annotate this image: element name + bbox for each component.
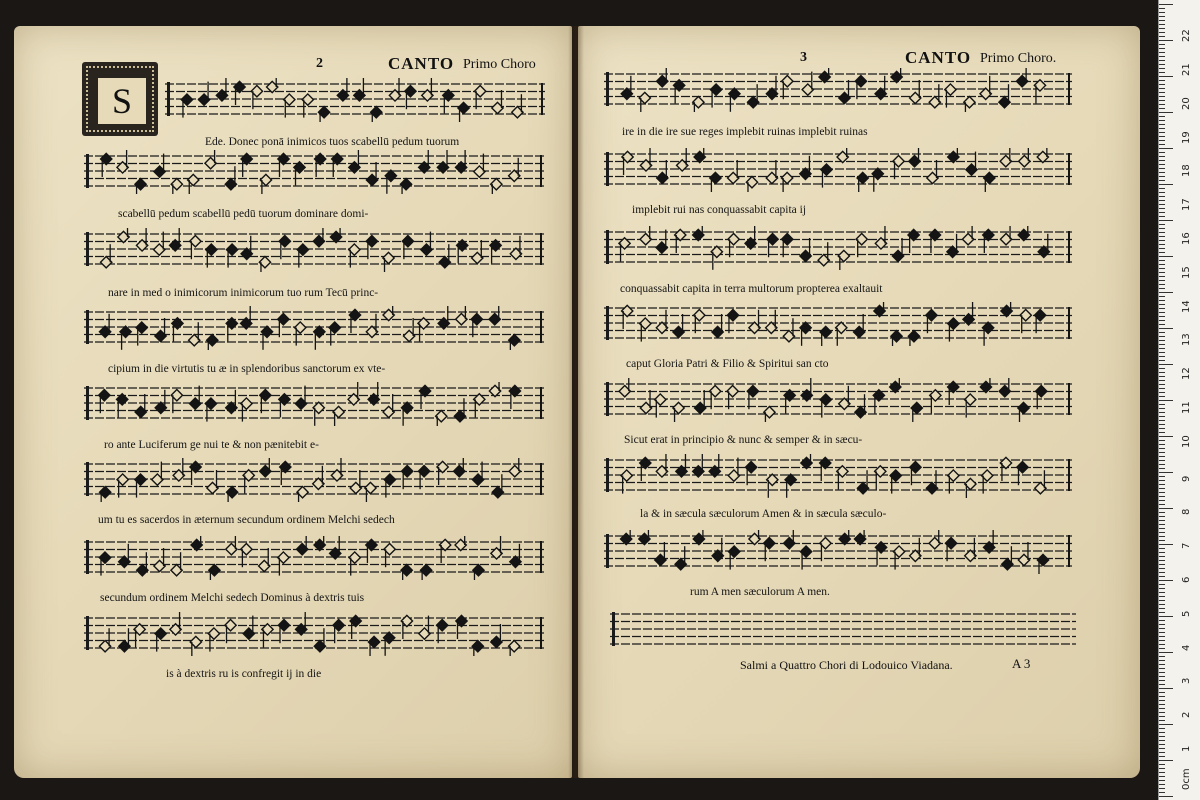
ruler-tick [1159,556,1165,557]
ruler-tick [1159,476,1165,477]
ruler-tick [1159,740,1165,741]
ruler-tick [1159,344,1165,345]
ruler-tick [1159,580,1173,581]
ruler-tick [1159,516,1165,517]
ruler-tick [1159,452,1165,453]
clef-mark [86,386,89,420]
ruler-tick [1159,168,1165,169]
ruler-tick [1159,712,1165,713]
ruler-tick [1159,388,1165,389]
ruler-tick [1159,360,1165,361]
clef-mark [86,540,89,574]
ruler-tick [1159,456,1165,457]
ruler-tick [1159,356,1165,357]
ruler-tick [1159,208,1165,209]
ruler-tick [1159,308,1165,309]
right-page-number: 3 [800,50,807,65]
ruler-tick [1159,220,1173,221]
bar-line [540,233,542,265]
ruler-number: 13 [1181,333,1192,347]
decorated-initial [82,62,158,136]
ruler-tick [1159,652,1173,653]
left-lyric-line-1: Ede. Donec ponā inimicos tuos scabellū pedum tuorum [205,136,460,148]
ruler-tick [1159,592,1165,593]
ruler-tick [1159,340,1165,341]
ruler-tick [1159,736,1165,737]
ruler-tick [1159,756,1165,757]
clef-mark [606,230,609,264]
ruler-tick [1159,576,1165,577]
right-lyric-line-5: Sicut erat in principio & nunc & semper & in sæcu- [624,434,863,446]
ruler-tick [1159,584,1165,585]
right-lyric-line-1: ire in die ire sue reges implebit ruinas implebit ruinas [622,126,868,138]
music-staff [604,148,1072,192]
ruler-tick [1159,448,1165,449]
ruler-tick [1159,488,1165,489]
music-staff [84,150,544,194]
left-lyric-line-4: cipium in die virtutis tu æ in splendoribus sanctorum ex vte- [108,363,386,375]
ruler-tick [1159,552,1165,553]
ruler-tick [1159,520,1165,521]
ruler-tick [1159,284,1165,285]
ruler-tick [1159,696,1165,697]
ruler-tick [1159,60,1165,61]
ruler-tick [1159,188,1165,189]
ruler-tick [1159,200,1165,201]
bar-line [1068,153,1070,185]
ruler-tick [1159,616,1173,617]
clef-mark [86,616,89,650]
ruler-tick [1159,224,1165,225]
ruler-tick [1159,20,1165,21]
ruler-tick [1159,128,1165,129]
ruler-tick [1159,328,1173,329]
ruler-tick [1159,572,1165,573]
ruler-tick [1159,648,1165,649]
ruler-tick [1159,76,1173,77]
ruler-number: 20 [1181,97,1192,110]
ruler-tick [1159,600,1165,601]
ruler-tick [1159,92,1165,93]
ruler-number: 9 [1181,475,1192,482]
music-staff [604,378,1072,422]
music-staff [165,78,545,122]
ruler-tick [1159,640,1165,641]
ruler-tick [1159,500,1165,501]
ruler-tick [1159,676,1165,677]
bar-line [1068,231,1070,263]
ruler-tick [1159,628,1165,629]
music-staff [604,454,1072,498]
ruler-tick [1159,264,1165,265]
right-header-choir: Primo Choro. [980,51,1057,66]
ruler-tick [1159,320,1165,321]
left-lyric-line-6: um tu es sacerdos in æternum secundum ordinem Melchi sedech [98,514,395,526]
ruler-number: 2 [1181,711,1192,719]
bar-line [541,83,543,115]
ruler-tick [1159,672,1165,673]
ruler-tick [1159,384,1165,385]
ruler-number: 1 [1181,745,1192,752]
ruler-tick [1159,104,1165,105]
clef-mark [612,612,615,646]
bar-line [1068,73,1070,105]
ruler-tick [1159,48,1165,49]
bar-line [540,617,542,649]
ruler-tick [1159,604,1165,605]
ruler-tick [1159,232,1165,233]
ruler-tick [1159,132,1165,133]
ruler-tick [1159,536,1165,537]
ruler-tick [1159,56,1165,57]
ruler-tick [1159,268,1165,269]
right-lyric-line-6: la & in sæcula sæculorum Amen & in sæcula sæculo- [640,508,887,520]
bar-line [1068,307,1070,339]
ruler-tick [1159,72,1165,73]
ruler-tick [1159,400,1173,401]
bar-line [1068,383,1070,415]
ruler-tick [1159,152,1165,153]
music-staff [84,306,544,350]
ruler-tick [1159,568,1165,569]
ruler-tick [1159,544,1173,545]
ruler-tick [1159,248,1165,249]
ruler-tick [1159,144,1165,145]
ruler-tick [1159,612,1165,613]
ruler-tick [1159,276,1165,277]
ruler-tick [1159,724,1173,725]
ruler-unit: 0cm [1181,768,1192,790]
right-lyric-line-4: caput Gloria Patri & Filio & Spiritui san cto [626,358,829,370]
ruler-tick [1159,236,1165,237]
ruler-tick [1159,160,1165,161]
ruler-tick [1159,656,1165,657]
ruler-tick [1159,316,1165,317]
ruler-tick [1159,80,1165,81]
ruler-tick [1159,424,1165,425]
clef-mark [606,534,609,568]
clef-mark [606,306,609,340]
ruler-number: 6 [1181,576,1192,583]
ruler-tick [1159,768,1165,769]
ruler-tick [1159,668,1165,669]
ruler-tick [1159,728,1165,729]
music-staff [604,530,1072,574]
right-lyric-line-3: conquassabit capita in terra multorum propterea exaltauit [620,283,883,295]
bar-line [540,387,542,419]
ruler-tick [1159,784,1165,785]
initial-letter: S [96,76,148,126]
measuring-ruler [1158,0,1200,800]
ruler-tick [1159,212,1165,213]
ruler-tick [1159,608,1165,609]
ruler-tick [1159,560,1165,561]
ruler-tick [1159,564,1165,565]
ruler-tick [1159,416,1165,417]
music-staff [84,536,544,580]
ruler-tick [1159,88,1165,89]
ruler-tick [1159,484,1165,485]
ruler-tick [1159,164,1165,165]
ruler-tick [1159,120,1165,121]
ruler-tick [1159,460,1165,461]
ruler-number: 4 [1181,644,1192,651]
ruler-tick [1159,772,1165,773]
ruler-tick [1159,280,1165,281]
ruler-tick [1159,28,1165,29]
ruler-tick [1159,240,1165,241]
ruler-tick [1159,184,1173,185]
ruler-tick [1159,468,1165,469]
music-staff [84,228,544,272]
bar-line [540,155,542,187]
ruler-tick [1159,44,1165,45]
ruler-tick [1159,324,1165,325]
ruler-number: 14 [1181,299,1192,313]
ruler-tick [1159,156,1165,157]
left-header-voice: CANTO [388,54,455,73]
ruler-number: 3 [1181,678,1192,685]
ruler-tick [1159,504,1165,505]
ruler-tick [1159,172,1165,173]
music-staff [604,226,1072,270]
ruler-tick [1159,96,1165,97]
ruler-tick [1159,396,1165,397]
ruler-tick [1159,760,1173,761]
ruler-tick [1159,392,1165,393]
ruler-tick [1159,708,1165,709]
ruler-tick [1159,84,1165,85]
left-page-number: 2 [316,56,323,71]
music-staff [84,612,544,656]
left-lyric-line-5: ro ante Luciferum ge nui te & non pænitebit e- [104,439,319,451]
clef-mark [606,72,609,106]
ruler-tick [1159,192,1165,193]
ruler-tick [1159,412,1165,413]
ruler-tick [1159,420,1165,421]
ruler-tick [1159,688,1173,689]
ruler-tick [1159,704,1165,705]
ruler-tick [1159,364,1173,365]
ruler-number: 18 [1181,164,1192,178]
ruler-tick [1159,480,1165,481]
clef-mark [606,458,609,492]
ruler-tick [1159,32,1165,33]
ruler-tick [1159,116,1165,117]
ruler-tick [1159,4,1173,5]
ruler-tick [1159,624,1165,625]
ruler-tick [1159,148,1173,149]
music-staff [604,302,1072,346]
ruler-tick [1159,204,1165,205]
ruler-tick [1159,64,1165,65]
ruler-tick [1159,112,1173,113]
ruler-number: 10 [1181,435,1192,448]
left-lyric-line-8: is à dextris ru is confregit ij in die [166,668,322,680]
music-staff [610,608,1076,652]
ruler-tick [1159,464,1165,465]
ruler-tick [1159,444,1165,445]
ruler-tick [1159,492,1165,493]
ruler-tick [1159,244,1165,245]
ruler-tick [1159,272,1165,273]
ruler-tick [1159,296,1165,297]
bar-line [540,463,542,495]
ruler-tick [1159,588,1165,589]
ruler-tick [1159,380,1165,381]
music-staff [84,382,544,426]
clef-mark [167,82,170,116]
ruler-number: 5 [1181,610,1192,617]
ruler-tick [1159,764,1165,765]
ruler-tick [1159,524,1165,525]
ruler-tick [1159,636,1165,637]
ruler-tick [1159,496,1165,497]
ruler-tick [1159,16,1165,17]
ruler-tick [1159,744,1165,745]
ruler-number: 16 [1181,232,1192,245]
ruler-tick [1159,540,1165,541]
ruler-tick [1159,24,1165,25]
ruler-number: 7 [1181,542,1192,550]
ruler-tick [1159,180,1165,181]
ruler-number: 12 [1181,367,1192,381]
ruler-tick [1159,700,1165,701]
ruler-tick [1159,216,1165,217]
ruler-tick [1159,8,1165,9]
ruler-tick [1159,376,1165,377]
ruler-tick [1159,136,1165,137]
ruler-tick [1159,692,1165,693]
ruler-number: 15 [1181,266,1192,279]
ruler-tick [1159,660,1165,661]
ruler-tick [1159,256,1173,257]
ruler-tick [1159,776,1165,777]
ruler-tick [1159,68,1165,69]
ruler-tick [1159,528,1165,529]
ruler-tick [1159,632,1165,633]
ruler-tick [1159,40,1173,41]
ruler-tick [1159,684,1165,685]
ruler-tick [1159,348,1165,349]
ruler-tick [1159,300,1165,301]
ruler-tick [1159,716,1165,717]
ruler-tick [1159,228,1165,229]
ruler-tick [1159,52,1165,53]
ruler-tick [1159,512,1165,513]
ruler-tick [1159,288,1165,289]
ruler-tick [1159,312,1165,313]
bar-line [1068,535,1070,567]
book-gutter [568,26,584,778]
ruler-tick [1159,664,1165,665]
right-lyric-line-7: rum A men sæculorum A men. [690,586,830,598]
ruler-tick [1159,140,1165,141]
ruler-number: 8 [1181,509,1192,516]
clef-mark [86,462,89,496]
ruler-number: 21 [1181,63,1192,76]
clef-mark [86,154,89,188]
ruler-tick [1159,176,1165,177]
bar-line [540,541,542,573]
ruler-tick [1159,100,1165,101]
ruler-tick [1159,292,1173,293]
ruler-tick [1159,252,1165,253]
ruler-tick [1159,752,1165,753]
right-lyric-line-2: implebit rui nas conquassabit capita ij [632,204,807,216]
bar-line [540,311,542,343]
clef-mark [86,232,89,266]
ruler-tick [1159,472,1173,473]
ruler-tick [1159,108,1165,109]
clef-mark [606,382,609,416]
ruler-tick [1159,12,1165,13]
ruler-tick [1159,368,1165,369]
ruler-tick [1159,796,1173,797]
ruler-tick [1159,720,1165,721]
ruler-tick [1159,596,1165,597]
ruler-tick [1159,196,1165,197]
ruler-tick [1159,680,1165,681]
book-footer: Salmi a Quattro Chori di Lodouico Viadana. [740,658,953,672]
ruler-tick [1159,124,1165,125]
ruler-number: 22 [1181,29,1192,43]
ruler-tick [1159,336,1165,337]
ruler-number: 19 [1181,130,1192,144]
ruler-tick [1159,408,1165,409]
ruler-tick [1159,788,1165,789]
ruler-tick [1159,548,1165,549]
bar-line [1068,459,1070,491]
clef-mark [606,152,609,186]
ruler-tick [1159,748,1165,749]
ruler-tick [1159,332,1165,333]
ruler-tick [1159,792,1165,793]
right-header-voice: CANTO [905,48,972,67]
music-staff [604,68,1072,112]
signature-mark: A 3 [1012,656,1031,671]
left-lyric-line-3: nare in med o inimicorum inimicorum tuo rum Tecū princ- [108,287,379,299]
ruler-number: 11 [1181,401,1192,414]
left-header-choir: Primo Choro [463,57,536,72]
ruler-tick [1159,732,1165,733]
ruler-tick [1159,304,1165,305]
ruler-tick [1159,372,1165,373]
left-lyric-line-7: secundum ordinem Melchi sedech Dominus à dextris tuis [100,592,365,604]
ruler-tick [1159,436,1173,437]
ruler-tick [1159,404,1165,405]
ruler-tick [1159,440,1165,441]
ruler-tick [1159,432,1165,433]
ruler-tick [1159,508,1173,509]
ruler-number: 17 [1181,198,1192,212]
ruler-tick [1159,644,1165,645]
ruler-tick [1159,532,1165,533]
ruler-tick [1159,352,1165,353]
ruler-tick [1159,260,1165,261]
left-lyric-line-2: scabellū pedum scabellū pedū tuorum dominare domi- [118,208,369,220]
ruler-tick [1159,780,1165,781]
clef-mark [86,310,89,344]
ruler-tick [1159,428,1165,429]
ruler-tick [1159,620,1165,621]
music-staff [84,458,544,502]
ruler-tick [1159,36,1165,37]
